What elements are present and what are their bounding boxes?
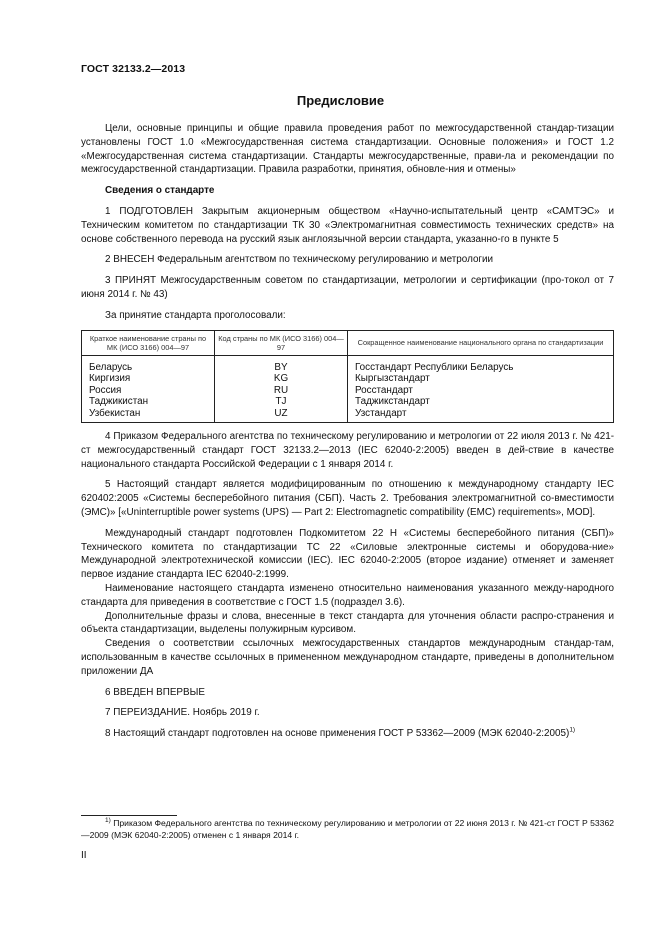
footnote [81, 818, 614, 841]
table-header-row [82, 330, 614, 355]
footnote-mark: 1) [105, 817, 111, 825]
intro-paragraph: Цели, основные принципы и общие правила проведения работ по межгосударственной стандар-тизации установлены ГОСТ 1.0 «Межгосударственная система стандартизации. Основные положения» и ГОСТ 1.2 «Межгосударственная система стандартизации. Стандарты межгосударственные, прави-ла и рекомендации по межгосударственной стандартизации. Правила разработки, принятия, обновле-ния и отмены» [81, 123, 614, 176]
country-code-cell: RU [215, 385, 348, 397]
country-code-cell: UZ [215, 408, 348, 423]
page-number: II [81, 850, 87, 861]
country-code-cell: BY [215, 355, 348, 373]
footnote-text: Приказом Федерального агентства по техническому регулированию и метрологии от 22 июня 2013 г. № 421-ст ГОСТ Р 53362—2009 (МЭК 62040-2:2005) отменен с 1 января 2014 г. [81, 818, 615, 840]
foreword-body [81, 122, 614, 741]
col-country-name-header: Краткое наименование страны по МК (ИСО 3166) 004—97 [82, 330, 215, 355]
item-5-title-change-paragraph: Наименование настоящего стандарта изменено относительно наименования указанного между-народного стандарта для приведения в соответствие с ГОСТ 1.5 (подраздел 3.6). [81, 583, 614, 608]
country-code-cell: TJ [215, 396, 348, 408]
vote-intro: За принятие стандарта проголосовали: [105, 309, 286, 321]
table-row [82, 396, 614, 408]
national-body-cell: Узстандарт [348, 408, 614, 423]
country-name-cell: Киргизия [82, 373, 215, 385]
country-name-cell: Беларусь [82, 355, 215, 373]
footnote-reference[interactable]: 1) [569, 726, 576, 734]
national-body-cell: Кыргызстандарт [348, 373, 614, 385]
item-6-paragraph: 6 ВВЕДЕН ВПЕРВЫЕ [105, 686, 205, 698]
item-4-paragraph: 4 Приказом Федерального агентства по техническому регулированию и метрологии от 22 июля 2013 г. № 421-ст межгосударственный стандарт ГОСТ 32133.2—2013 (IEC 62040-2:2005) введен в дей-ствие в качестве национального стандарта Российской Федерации с 1 января 2014 г. [81, 431, 614, 470]
table-row [82, 408, 614, 423]
item-5-paragraph: 5 Настоящий стандарт является модифицированным по отношению к международному стандарту IEC 620402:2005 «Системы бесперебойного питания (СБП). Часть 2. Требования электромагнитной со-вместимости (ЭМС)» [«Uninterruptible power systems (UPS) — Part 2: Electromagnetic compatibility (EMC) requirements», MOD]. [81, 479, 614, 519]
item-2-paragraph: 2 ВНЕСЕН Федеральным агентством по техническому регулированию и метрологии [105, 254, 494, 266]
item-7-paragraph: 7 ПЕРЕИЗДАНИЕ. Ноябрь 2019 г. [105, 707, 260, 719]
table-row [82, 385, 614, 397]
col-country-code-header: Код страны по МК (ИСО 3166) 004—97 [215, 330, 348, 355]
national-body-cell: Росстандарт [348, 385, 614, 397]
country-name-cell: Узбекистан [82, 408, 215, 423]
item-5-additions-paragraph: Дополнительные фразы и слова, внесенные в текст стандарта для уточнения области распро-странения и объекта стандартизации, выделены полужирным курсивом. [81, 610, 614, 636]
table-row [82, 373, 614, 385]
item-1-paragraph: 1 ПОДГОТОВЛЕН Закрытым акционерным обществом «Научно-испытательный центр «САМТЭС» и Техническим комитетом по стандартизации ТК 30 «Электромагнитная совместимость технических средств» на основе собственного перевода на русский язык англоязычной версии стандарта, указанно-го в пункте 5 [81, 205, 614, 245]
table-row [82, 355, 614, 373]
national-body-cell: Госстандарт Республики Беларусь [348, 355, 614, 373]
col-national-body-header: Сокращенное наименование национального органа по стандартизации [348, 330, 614, 355]
voting-states-table [81, 330, 614, 424]
section-heading: Сведения о стандарте [105, 185, 215, 197]
item-8-text: 8 Настоящий стандарт подготовлен на основе применения ГОСТ Р 53362—2009 (МЭК 62040-2:2005) [105, 728, 570, 740]
item-5-references-paragraph: Сведения о соответствии ссылочных межгосударственных стандартов международным стандар-там, использованным в качестве ссылочных в примененном международном стандарте, приведены в дополнительном приложении ДА [81, 638, 614, 677]
page-title: Предисловие [296, 93, 385, 108]
national-body-cell: Таджикстандарт [348, 396, 614, 408]
document-header: ГОСТ 32133.2—2013 [81, 63, 186, 75]
footnote-divider [81, 815, 177, 816]
country-code-cell: KG [215, 373, 348, 385]
country-name-cell: Россия [82, 385, 215, 397]
item-3-paragraph: 3 ПРИНЯТ Межгосударственным советом по стандартизации, метрологии и сертификации (про-токол от 7 июня 2014 г. № 43) [81, 275, 614, 300]
country-name-cell: Таджикистан [82, 396, 215, 408]
item-8-paragraph [81, 727, 614, 741]
item-5-international-paragraph: Международный стандарт подготовлен Подкомитетом 22 Н «Системы бесперебойного питания (СБП)» Технического комитета по стандартизации ТС 22 «Силовые электронные системы и оборудова-ние» Международной электротехнической комиссии (IEC). IEC 62040-2:2005 (второе издание) отменяет и заменяет первое издание стандарта IEC 62040-2:1999. [81, 527, 614, 581]
